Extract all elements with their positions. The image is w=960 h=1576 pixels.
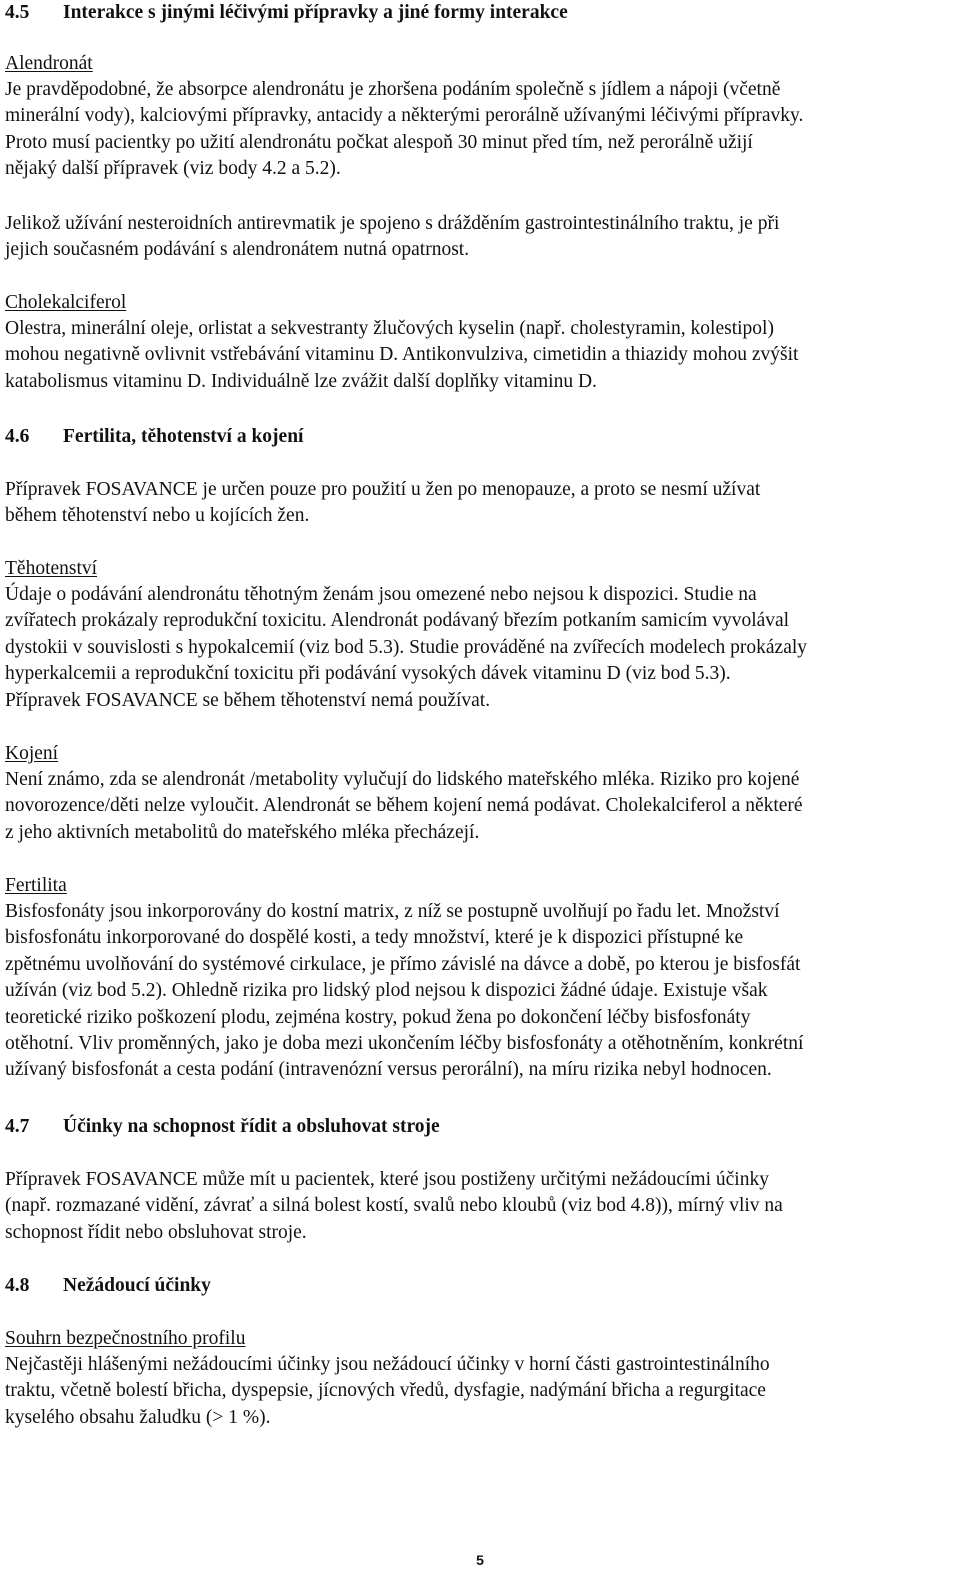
section-heading-4-7 bbox=[5, 1114, 440, 1140]
section-heading-4-5 bbox=[5, 0, 568, 26]
text-line: nějaký další přípravek (viz body 4.2 a 5.2). bbox=[5, 158, 341, 180]
subheading-tehotenstvi: Těhotenství bbox=[5, 558, 98, 579]
text-line: zvířatech prokázaly reprodukční toxicitu. Alendronát podávaný březím potkaním samicím vyvolával bbox=[5, 610, 790, 632]
paragraph-kojeni bbox=[5, 767, 803, 846]
text-line: Proto musí pacientky po užití alendronátu počkat alespoň 30 minut před tím, než perorálně užijí bbox=[5, 131, 753, 153]
subheading-souhrn: Souhrn bezpečnostního profilu bbox=[5, 1328, 246, 1349]
text-line: katabolismus vitaminu D. Individuálně lze zvážit další doplňky vitaminu D. bbox=[5, 370, 597, 392]
section-number: 4.5 bbox=[5, 2, 30, 23]
text-line: užíván (viz bod 5.2). Ohledně rizika pro lidský plod nejsou k dispozici žádné údaje. Existuje však bbox=[5, 980, 768, 1002]
subheading-cholekalciferol: Cholekalciferol bbox=[5, 292, 127, 313]
text-line: kyselého obsahu žaludku (> 1 %). bbox=[5, 1406, 271, 1428]
text-line: užívaný bisfosfonát a cesta podání (intravenózní versus perorální), na míru rizika nebyl hodnocen. bbox=[5, 1059, 772, 1081]
text-line: Jelikož užívání nesteroidních antirevmatik je spojeno s drážděním gastrointestinálního traktu, je při bbox=[5, 213, 780, 234]
section-heading-4-8 bbox=[5, 1273, 211, 1299]
text-line: během těhotenství nebo u kojících žen. bbox=[5, 505, 310, 527]
section-title: Nežádoucí účinky bbox=[63, 1275, 211, 1296]
text-line: Údaje o podávání alendronátu těhotným ženám jsou omezené nebo nejsou k dispozici. Studie na bbox=[5, 584, 757, 605]
text-line: Není známo, zda se alendronát /metabolity vylučují do lidského mateřského mléka. Riziko pro kojené bbox=[5, 769, 800, 790]
paragraph-souhrn bbox=[5, 1352, 770, 1431]
subheading-alendronat: Alendronát bbox=[5, 53, 93, 74]
text-line: Je pravděpodobné, že absorpce alendronátu je zhoršena podáním společně s jídlem a nápoji (včetně bbox=[5, 79, 781, 100]
section-number: 4.7 bbox=[5, 1116, 30, 1137]
text-line: teoretické riziko poškození plodu, zejména kostry, pokud žena po dokončení léčby bisfosfonáty bbox=[5, 1006, 751, 1028]
section-number: 4.6 bbox=[5, 426, 30, 447]
paragraph-driving-effects bbox=[5, 1167, 783, 1246]
text-line: Přípravek FOSAVANCE může mít u pacientek, které jsou postiženy určitými nežádoucími účinky bbox=[5, 1169, 769, 1190]
text-line: Přípravek FOSAVANCE se během těhotenství nemá používat. bbox=[5, 689, 491, 711]
text-line: jejich současném podávání s alendronátem nutná opatrnost. bbox=[5, 239, 470, 261]
section-heading-4-6 bbox=[5, 424, 303, 450]
text-line: schopnost řídit nebo obsluhovat stroje. bbox=[5, 1221, 307, 1243]
text-line: Nejčastěji hlášenými nežádoucími účinky jsou nežádoucí účinky v horní části gastrointestinálního bbox=[5, 1354, 770, 1375]
text-line: dystokii v souvislosti s hypokalcemií (viz bod 5.3). Studie prováděné na zvířecích modelech prokázaly bbox=[5, 636, 808, 658]
text-line: zpětnému uvolňování do systémové cirkulace, je přímo závislé na dávce a době, po kterou je bisfosfát bbox=[5, 953, 801, 975]
section-title: Fertilita, těhotenství a kojení bbox=[63, 426, 304, 447]
paragraph-tehotenstvi bbox=[5, 582, 807, 714]
text-line: Bisfosfonáty jsou inkorporovány do kostní matrix, z níž se postupně uvolňují po řadu let. Množství bbox=[5, 901, 780, 922]
text-line: mohou negativně ovlivnit vstřebávání vitaminu D. Antikonvulziva, cimetidin a thiazidy mohou zvýšit bbox=[5, 344, 799, 366]
section-title: Interakce s jinými léčivými přípravky a jiné formy interakce bbox=[63, 2, 568, 23]
text-line: Přípravek FOSAVANCE je určen pouze pro použití u žen po menopauze, a proto se nesmí užívat bbox=[5, 479, 761, 500]
text-line: traktu, včetně bolestí břicha, dyspepsie, jícnových vředů, dysfagie, nadýmání břicha a regurgitace bbox=[5, 1380, 766, 1402]
paragraph-alendronat-absorption bbox=[5, 77, 803, 183]
text-line: (např. rozmazané vidění, závrať a silná bolest kostí, svalů nebo kloubů (viz bod 4.8)), mírný vliv na bbox=[5, 1195, 783, 1217]
section-title: Účinky na schopnost řídit a obsluhovat stroje bbox=[63, 1116, 440, 1137]
text-line: bisfosfonátu inkorporované do dospělé kosti, a tedy množství, které je k dispozici přístupné ke bbox=[5, 927, 744, 949]
text-line: minerální vody), kalciovými přípravky, antacidy a některými perorálně užívanými léčivými přípravky. bbox=[5, 105, 804, 127]
text-line: hyperkalcemii a reprodukční toxicitu při podávání vysokých dávek vitaminu D (viz bod 5.3). bbox=[5, 663, 731, 685]
paragraph-alendronat-nsaid bbox=[5, 211, 779, 264]
text-line: novorozence/děti nelze vyloučit. Alendronát se během kojení nemá podávat. Cholekalciferol a některé bbox=[5, 795, 803, 817]
paragraph-cholekalciferol bbox=[5, 316, 798, 395]
text-line: otěhotní. Vliv proměnných, jako je doba mezi ukončením léčby bisfosfonáty a otěhotněním, konkrétní bbox=[5, 1033, 804, 1055]
subheading-kojeni: Kojení bbox=[5, 743, 59, 764]
text-line: Olestra, minerální oleje, orlistat a sekvestranty žlučových kyselin (např. cholestyramin, kolestipol) bbox=[5, 318, 774, 339]
text-line: z jeho aktivních metabolitů do mateřského mléka přecházejí. bbox=[5, 821, 480, 843]
subheading-fertilita: Fertilita bbox=[5, 875, 67, 896]
paragraph-fosavance-intended-use bbox=[5, 477, 760, 530]
paragraph-fertilita bbox=[5, 899, 803, 1084]
section-number: 4.8 bbox=[5, 1275, 30, 1296]
page-number: 5 bbox=[476, 1552, 484, 1568]
